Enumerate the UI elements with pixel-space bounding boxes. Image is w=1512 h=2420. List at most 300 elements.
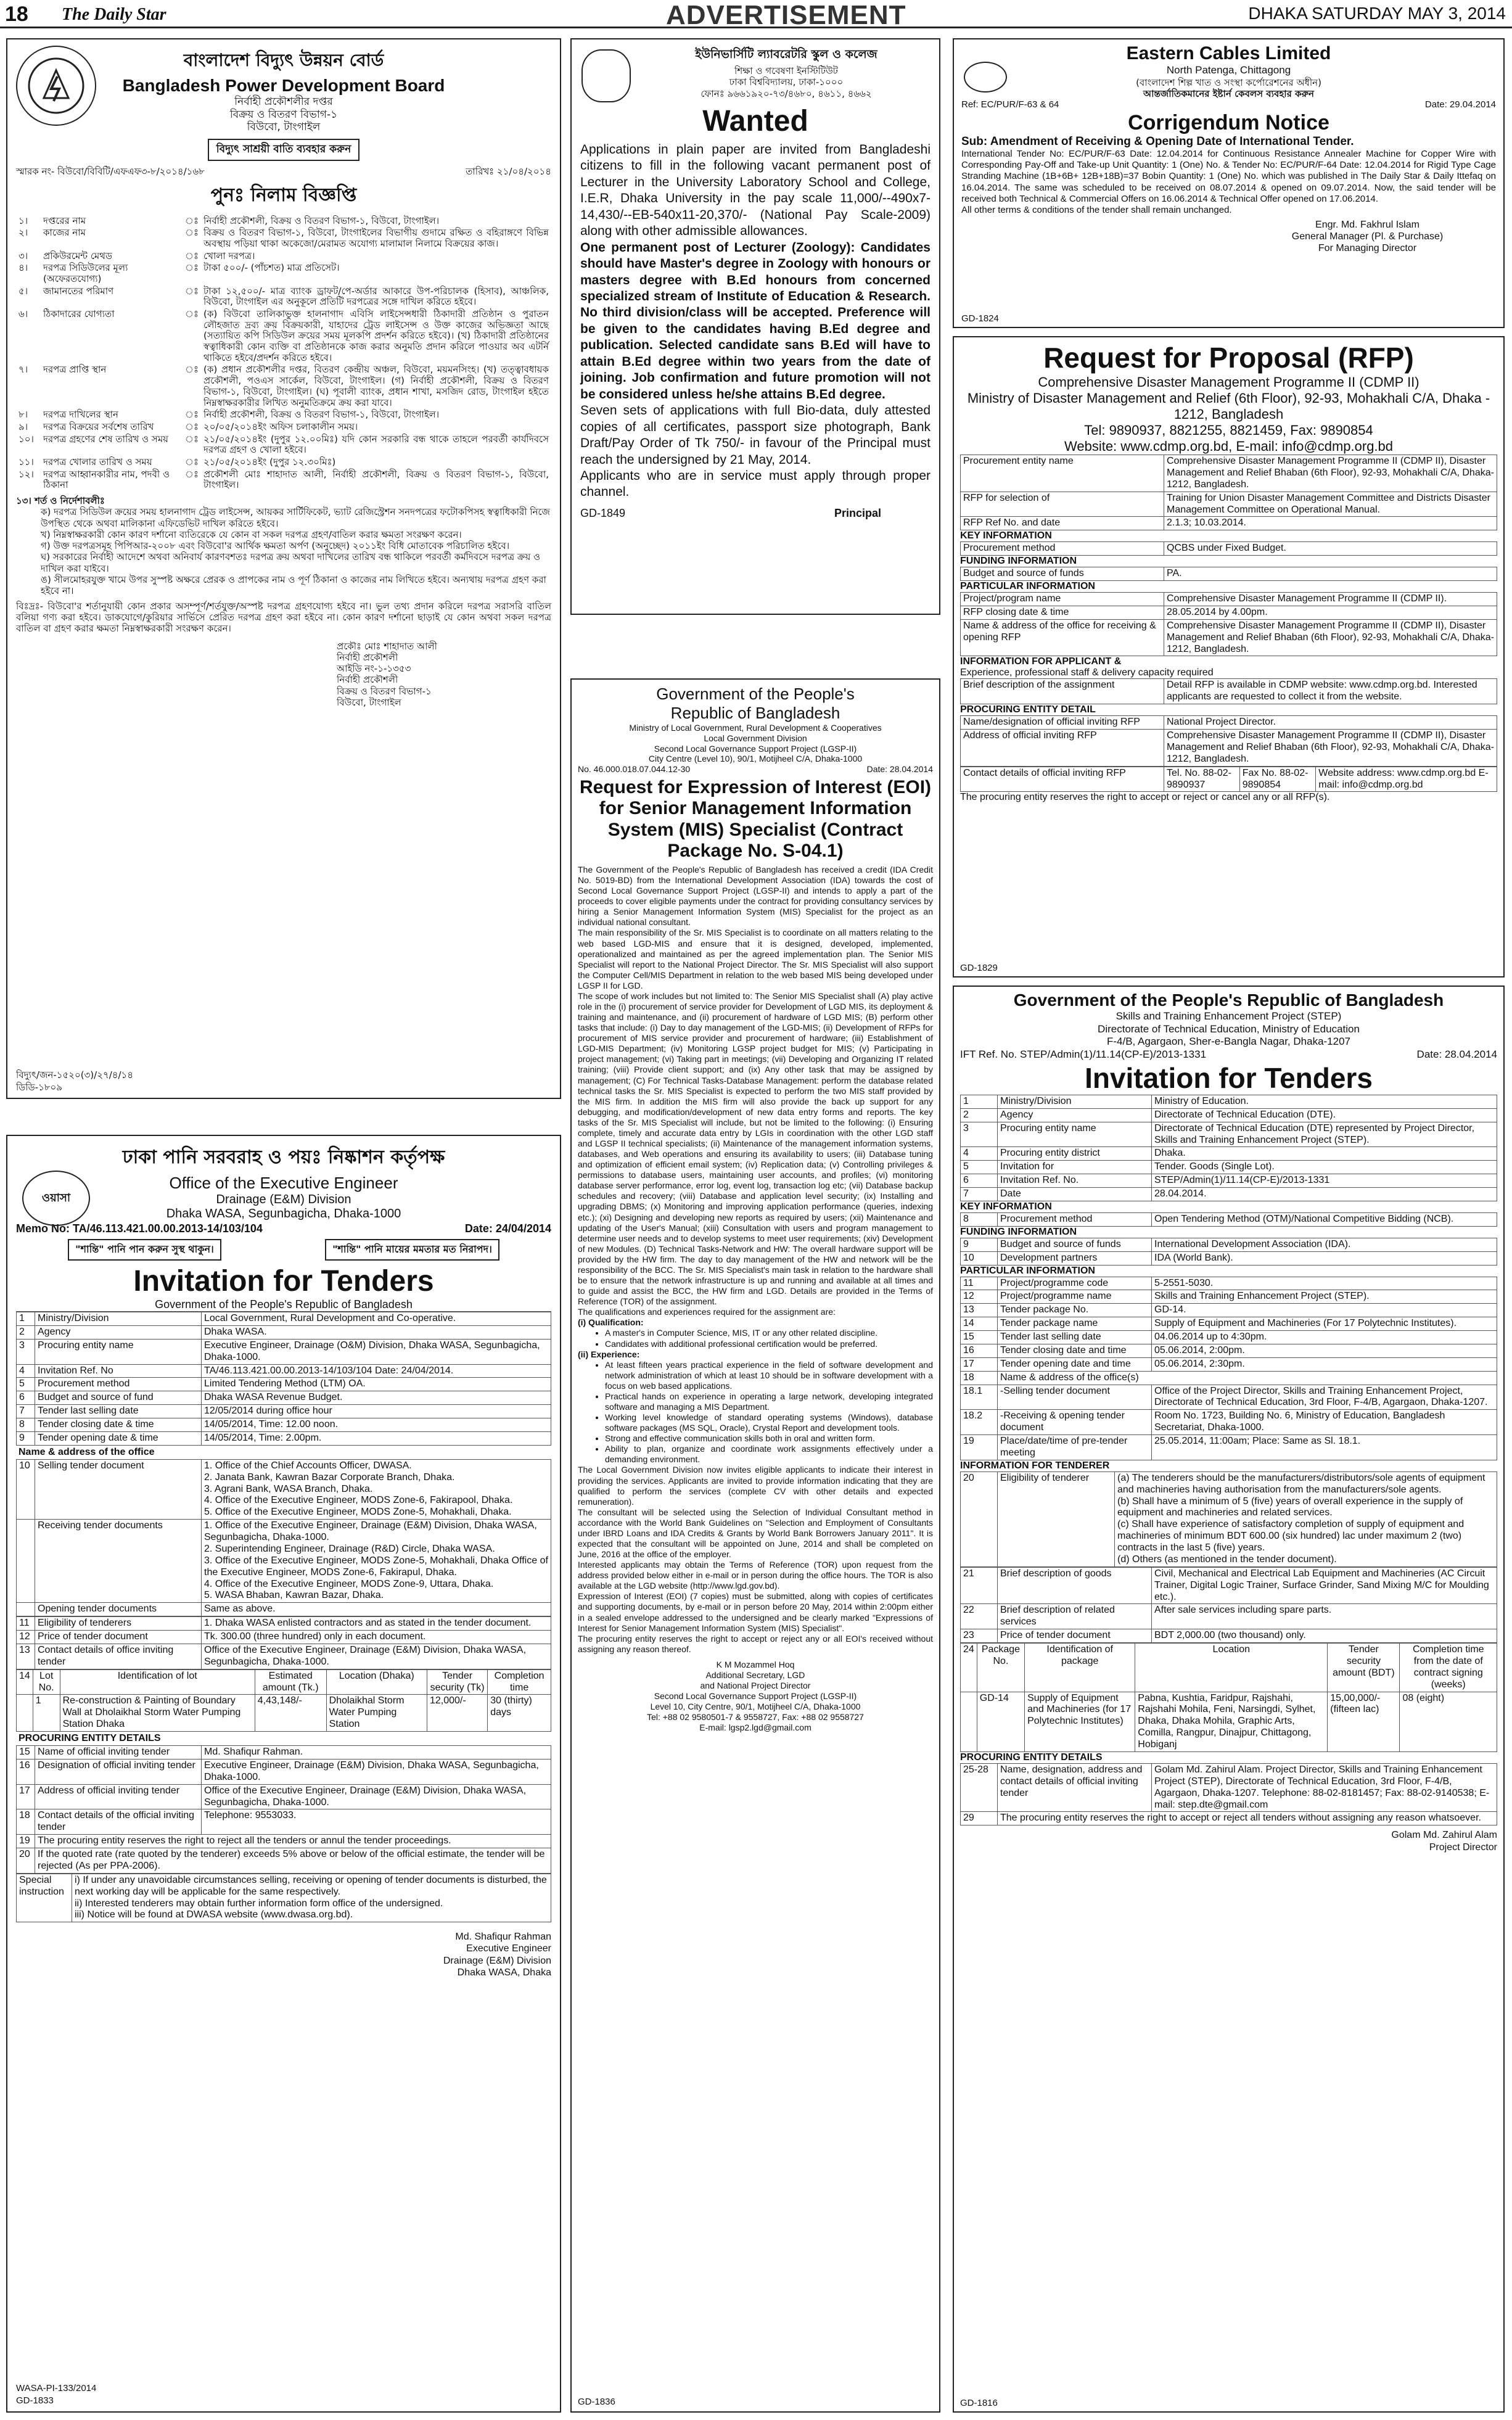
wasa-signature [16, 1931, 551, 1978]
step-table-5 [960, 1567, 1497, 1643]
list-item: বিউবো, টাংগাইল [337, 697, 401, 709]
list-item: গ) উক্ত দরপত্রসমূহ পিপিআর-২০০৮ এবং বিউবো'র আর্থিক ক্ষমতা অর্পণ (অনুচ্ছেদ) ২০১১ইং বিধি মোতাবেক পরিচালিত হইবে। [41, 540, 510, 552]
bpdb-ad [6, 38, 561, 1099]
lgsp-ad [570, 678, 940, 2413]
list-item: নির্বাহী প্রকৌশলী [337, 674, 398, 686]
lgsp-exp-list [578, 1360, 933, 1465]
list-item: • Strong and effective communication skills both in oral and written form. [605, 1433, 933, 1444]
table-cell: Golam Md. Zahirul Alam. Project Director, Skills and Training Enhancement Project (STEP), Directorate of Technical Education, 3rd Floor, F-4/B, Agargaon, Dhaka-1207. Telephone: 88-02-8181457; Fax: 88-02-9140538; E-mail: step.dte@gmail.com [1152, 1763, 1497, 1812]
table-cell: Procurement entity name [961, 455, 1164, 492]
list-item: General Manager (Pl. & Purchase) [1291, 231, 1444, 242]
table-cell: Invitation for [998, 1161, 1152, 1174]
bpdb-table [16, 215, 551, 492]
table-header-cell: 14 [17, 1669, 33, 1695]
table-cell: QCBS under Fixed Budget. [1164, 542, 1497, 556]
table-cell: 12/05/2014 during office hour [202, 1405, 551, 1418]
rfp-l4: Website: www.cdmp.org.bd, E-mail: info@cdmp.org.bd [1064, 438, 1394, 454]
rfp-part: PARTICULAR INFORMATION [960, 581, 1497, 592]
bpdb-memo: স্মারক নং- বিউবো/বিবিটি/এফএফ৩-৮/২০১৪/১৬৮ [16, 166, 205, 178]
rfp-l1: Comprehensive Disaster Management Programme II (CDMP II) [1038, 374, 1420, 390]
table-cell: 12 [17, 1631, 35, 1644]
table-cell: (ক) প্রধান প্রকৌশলীর দপ্তর, বিতরণ কেন্দ্রীয় অঞ্চল, বিউবো, ময়মনসিংহ। (খ) তত্ত্বাবধায়ক প্রকৌশলী, পওএস সার্কেল, বিউবো, টাংগাইল। (গ) নির্বাহী প্রকৌশলী, বিক্রয় ও বিতরণ বিভাগ-১, বিউবো, টাংগাইল। (ঘ) পূবালী ব্যাংক, প্রধান শাখা, মসজিদ রোড, টাংগাইল হইতে নিম্নস্বাক্ষরকারীর লিখিত অনুমতিক্রমে ক্রয় করা যাবে। [203, 364, 549, 408]
bpdb-line: বিক্রয় ও বিতরণ বিভাগ-১ [229, 108, 338, 121]
table-row [17, 1418, 551, 1432]
table-cell: Comprehensive Disaster Management Programme II (CDMP II), Disaster Management and Relief Bhaban (6th Floor), 92-93, Mohakhali C/A, Dhaka-1212, Bangladesh. [1164, 455, 1497, 492]
list-item: আইডি নং-১-১৩৫৩ [337, 663, 411, 675]
table-cell: Pabna, Kushtia, Faridpur, Rajshahi, Rajshahi Mohila, Feni, Narsingdi, Sylhet, Dhaka, Dhaka Mohila, Graphic Arts, Comilla, Rangpur, Dinajpur, Chittagong, Hobiganj [1135, 1692, 1328, 1751]
lgsp-body6: Interested applicants may obtain the Terms of Reference (TOR) upon request from the address provided below either in e-mail or in person during the office hours. The TOR is also available at the LGD website (http://www.lgd.gov.bd). [578, 1560, 933, 1591]
table-cell: ২১/০৫/২০১৪ইং (দুপুর ১২.০০মিঃ) যদি কোন সরকারি বন্ধ থাকে তাহলে পরবর্তী কার্যদিবসে দরপত্র গ্রহণ ও খোলা হইবে। [203, 433, 549, 456]
univ-sign: Principal [834, 506, 881, 519]
lgsp-body1: The Government of the People's Republic of Bangladesh has received a credit (IDA Credit No. 5019-BD) from the International Development Association (IDA) towards the cost of Second Local Governance Support Project (LGSP-II) and intends to apply a part of the proceeds to cover eligible payments under the contract for providing consultancy services by hiring a Senior Management Information System (MIS) Specialist for the project as an individual national consultant. [578, 864, 933, 928]
table-cell: Room No. 1723, Building No. 6, Ministry of Education, Bangladesh Secretariat, Dhaka-1000. [1152, 1410, 1497, 1435]
table-cell: 6 [17, 1391, 35, 1405]
table-header-cell: Estimated amount (Tk.) [255, 1669, 326, 1695]
wasa-lot-table [16, 1669, 551, 1732]
table-cell: 13 [961, 1304, 998, 1317]
wasa-special-list [72, 1874, 551, 1922]
table-cell: 15 [17, 1746, 35, 1759]
ecl-heading: Corrigendum Notice [1128, 110, 1329, 134]
list-item: • A master's in Computer Science, MIS, IT or any other related discipline. [605, 1328, 933, 1338]
ecl-ref: Ref: EC/PUR/F-63 & 64 [961, 99, 1059, 110]
list-item: Drainage (E&M) Division [443, 1955, 551, 1966]
lgsp-body3: The scope of work includes but not limited to: The Senior MIS Specialist shall (A) play active role in the (i) procurement of service provider for Development of LGD MIS, its deployment & training and maintenance, and (ii) procurement of hardware of LGD MIS; (B) perform other tasks that include: (i) Day to day management of the LGD-MIS; (ii) Development of RFPs for procurement of MIS service provider and procurement of hardware; (iii) Establishment of LGD-MIS Department; (iv) Monitoring LGSP project budget for MIS; (v) Participating in project management; (vi) Taking part in meetings; (vii) Developing and Organizing IT related training; (viii) Provide client support; and (ix) Any other task that may be assigned by management; (C) For Technical Tasks-Database Management: perform the database related technical tasks the Sr. MIS Specialist is expected to perform the two MIS staff provided by the MIS firm. In addition the MIS firm will also provide the back up support for any debugging, and modification/development of new data entry forms and reports. The key tasks of the Sr. MIS Specialist will include, but not be limited to the following: (i) Ensuring complete, timely and accurate data entry by LGIs in coordination with the other LGD staff and LGSP II technical specialists; (ii) Maintenance of the management information systems, databases, and Web operations and ensuring its availability to users; (iii) Database tuning and optimization of efficient email system; (iv) Replication data; (v) Controlling privileges & permissions to database users, maintaining user accounts, and profiles; (vi) monitoring database server performance, error log, event log, transaction log etc; (vii) Database backup schedules and recovery; (viii) Database and application level security; (ix) Installing and upgrading DBMS; (x) Monitoring and improving application performance (queries, indexing etc.); (xi) Designing and developing new reports as required by users; (xii) Maintenance and updating of the User's Manual; (xiii) Consultation with users and program management to determine user needs and to develop systems to meet user requirements; (xiv) Development of new Modules. (D) Technical Tasks-Network and HW: The overall hardware support will be provided by the HW firm. The day to day management of the HW and network will be the responsibility of the BCC. The Sr. MIS Specialist's main task in relation to the hardware shall be to ensure that the network infrastructure is up and running and available at all times and to guide and assist the BCC, the HW firm and LGD. Details are provided in the Terms of Reference (TOR) of the assignment. [578, 990, 933, 1307]
rfp-contact [960, 767, 1497, 792]
univ-bn-sub: শিক্ষা ও গবেষণা ইনস্টিটিউট [734, 65, 838, 76]
table-cell: দরপত্র বিক্রয়ের সর্বশেষ তারিখ [43, 421, 154, 432]
table-cell: Ministry/Division [998, 1095, 1152, 1108]
wasa-table-3 [16, 1745, 551, 1874]
list-item: নির্বাহী প্রকৌশলী [337, 651, 398, 663]
table-cell: 29 [961, 1812, 998, 1825]
table-row [17, 1391, 551, 1405]
table-row [961, 567, 1497, 581]
ecl-addr: North Patenga, Chittagong [1166, 64, 1291, 76]
table-cell: ৫। [18, 285, 28, 297]
table-cell: PA. [1164, 567, 1497, 581]
table-header-cell: 24 [961, 1644, 977, 1692]
table-row [961, 1174, 1497, 1188]
table-cell: Procurement method [961, 542, 1164, 556]
table-header-row [961, 1644, 1497, 1692]
table-row [16, 469, 551, 492]
table-row [961, 1812, 1497, 1825]
table-row [961, 1435, 1497, 1460]
table-cell: Directorate of Technical Education (DTE) represented by Project Director, Skills and Training Enhancement Project (STEP). [1152, 1122, 1497, 1147]
lgsp-s3: Second Local Governance Support Project (LGSP-II) [654, 743, 857, 754]
step-elig-list [1115, 1471, 1497, 1566]
rfp-web: Website address: www.cdmp.org.bd E-mail: info@cdmp.org.bd [1316, 767, 1497, 792]
table-cell: Agency [998, 1108, 1152, 1122]
table-cell: Dholaikhal Storm Water Pumping Station [326, 1695, 427, 1732]
table-header-cell: Location [1135, 1644, 1328, 1692]
table-row [961, 1108, 1497, 1122]
table-cell: Price of tender document [35, 1631, 202, 1644]
list-item: খ) নিম্নস্বাক্ষরকারী কোন কারণ দর্শানো ব্যতিরেকে যে কোন বা সকল দরপত্র গ্রহণ/বাতিল করার ক্ষমতা সংরক্ষণ করেন। [41, 529, 462, 540]
rfp-note: The procuring entity reserves the right to accept or reject or cancel any or all RFP(s). [960, 792, 1330, 803]
wasa-receiving-label: Receiving tender documents [35, 1520, 202, 1603]
table-cell: Eligibility of tenderers [35, 1617, 202, 1631]
list-item: (b) Shall have a minimum of 5 (five) years of overall experience in the supply of equipment and machineries and related services. [1117, 1496, 1463, 1518]
univ-gd: GD-1849 [580, 506, 626, 519]
table-cell: 19 [17, 1835, 35, 1848]
colon: ঃ [185, 227, 199, 239]
table-header-cell: Tender security amount (BDT) [1328, 1644, 1400, 1692]
lgsp-qual-list [578, 1328, 933, 1349]
table-header-cell: Lot No. [33, 1669, 60, 1695]
ecl-date: Date: 29.04.2014 [1424, 99, 1496, 110]
table-cell: 6 [961, 1174, 998, 1188]
table-cell: ২। [18, 227, 28, 239]
table-cell: 1 [17, 1312, 35, 1326]
rfp-table-2 [960, 541, 1497, 556]
bpdb-foot1: বিদ্যুৎ/জন-১৫২০(৩)/২৭/৪/১৪ [16, 1069, 134, 1080]
step-ad [953, 986, 1505, 2413]
list-item: ii) Interested tenderers may obtain further information form office of the undersigned. [75, 1898, 443, 1909]
table-cell: Project/programme name [998, 1290, 1152, 1304]
table-cell: Tender closing date & time [35, 1418, 202, 1432]
step-part: PARTICULAR INFORMATION [960, 1266, 1497, 1277]
rfp-ad [953, 336, 1505, 977]
table-cell: 17 [961, 1357, 998, 1371]
table-row [17, 1405, 551, 1418]
table-row [961, 1385, 1497, 1410]
table-cell: 9 [961, 1238, 998, 1251]
table-cell: ৮। [18, 409, 28, 421]
table-cell: Invitation Ref. No [35, 1364, 202, 1378]
table-cell: Project/program name [961, 593, 1164, 606]
table-cell: প্রকৌশলী মোঃ শাহাদাত আলী, নির্বাহী প্রকৌশলী, বিক্রয় ও বিতরণ বিভাগ-১, বিউবো, টাংগাইল। [203, 468, 549, 491]
step-ref: IFT Ref. No. STEP/Admin(1)/11.14(CP-E)/2013-1331 [960, 1048, 1207, 1061]
wasa-receiving-list [202, 1520, 551, 1603]
bpdb-bn-title: বাংলাদেশ বিদ্যুৎ উন্নয়ন বোর্ড [183, 50, 384, 70]
table-cell: দরপত্র প্রাপ্তি স্থান [43, 364, 107, 376]
table-cell: Detail RFP is available in CDMP website: www.cdmp.org.bd. Interested applicants are requested to collect it from the website. [1164, 679, 1497, 704]
bpdb-terms [16, 506, 551, 596]
list-item: 1. Office of the Executive Engineer, Drainage (E&M) Division, Dhaka WASA, Segunbagicha, Dhaka-1000. [204, 1520, 537, 1542]
list-item: For Managing Director [1318, 243, 1417, 254]
table-cell: 12,000/- [427, 1695, 487, 1732]
table-header-cell: Completion time [488, 1669, 551, 1695]
lgsp-no: No. 46.000.018.07.044.12-30 [578, 764, 691, 775]
lgsp-body4: The Local Government Division now invites eligible applicants to indicate their interest in providing the services. Applicants are invited to provide information indicating that they are qualified to perform the services (complete CV with other details and expected remuneration). [578, 1465, 933, 1507]
colon: ঃ [185, 468, 199, 480]
lgsp-body2: The main responsibility of the Sr. MIS Specialist is to coordinate on all matters relating to the web based LGD-MIS and ensure that it is designed, developed, implemented, operationalized and maintained as per the agreed implementation plan. The Senior MIS Specialist will report to the National Project Director. The Sr. MIS Specialist will also support the Computer Cell/MIS Department in relation to the web based MIS being developed under LGSP II for LGD. [578, 928, 933, 990]
paper-name: The Daily Star [62, 5, 166, 24]
table-cell: 18.2 [961, 1410, 998, 1435]
table-row [961, 1238, 1497, 1251]
colon: ঃ [185, 456, 199, 467]
table-cell: ঠিকাদারের যোগ্যতা [43, 308, 115, 319]
wasa-t3: Dhaka WASA, Segunbagicha, Dhaka-1000 [166, 1207, 401, 1220]
table-cell: Tender last selling date [998, 1331, 1152, 1344]
table-cell: Supply of Equipment and Machineries (for 17 Polytechnic Institutes) [1025, 1692, 1135, 1751]
table-cell: 25-28 [961, 1763, 998, 1812]
step-tend: INFORMATION FOR TENDERER [960, 1460, 1497, 1471]
table-cell: টাকা ১২,৫০০/- মাত্র ব্যাংক ড্রাফট/পে-অর্ডার আকারে উপ-পরিচালক (হিসাব), আঞ্চলিক, বিউবো, টাংগাইল এর অনুকূলে প্রতিটি দরপত্রের সঙ্গে দাখিল করিতে হইবে। [203, 285, 549, 308]
table-cell: Name & address of the office(s) [998, 1371, 1497, 1385]
table-cell: Office of the Executive Engineer, Drainage (E&M) Division, Dhaka WASA, Segunbagicha, Dhaka-1000. [202, 1784, 551, 1809]
list-item: and National Project Director [700, 1681, 811, 1690]
table-row [17, 1378, 551, 1391]
list-item: 2. Superintending Engineer, Drainage (R&D) Circle, Dhaka WASA. [204, 1543, 495, 1554]
table-cell: National Project Director. [1164, 716, 1497, 730]
table-cell: জামানতের পরিমাণ [43, 285, 114, 297]
table-cell: International Development Association (IDA). [1152, 1238, 1497, 1251]
table-cell: If the quoted rate (rate quoted by the tenderer) exceeds 5% above or below of the official estimate, the tender will be rejected (As per PPA-2006). [35, 1848, 551, 1874]
table-cell: 2.1.3; 10.03.2014. [1164, 517, 1497, 530]
table-cell: দরপত্র সিডিউলের মূল্য (অফেরতযোগ্য) [43, 262, 128, 284]
table-cell: Name & address of the office for receiving & opening RFP [961, 619, 1164, 656]
table-row [17, 1339, 551, 1364]
list-item: 3. Office of the Executive Engineer, MODS Zone-5, Mohakhali, Dhaka Office of the Executive Engineer, MODS Zone-6, Fakirapul, Dhaka. [204, 1555, 548, 1578]
rfp-contact-label: Contact details of official inviting RFP [961, 767, 1164, 792]
list-item: Engr. Md. Fakhrul Islam [1315, 220, 1420, 231]
wasa-opening: Same as above. [202, 1603, 551, 1616]
step-table-3 [960, 1238, 1497, 1266]
table-cell: 25.05.2014, 11:00am; Place: Same as Sl. 18.1. [1152, 1435, 1497, 1460]
step-date: Date: 28.04.2014 [1416, 1048, 1497, 1061]
rfp-appl2: Experience, professional staff & delivery capacity required [960, 667, 1214, 678]
bpdb-en-title: Bangladesh Power Development Board [122, 76, 445, 95]
table-cell: 8 [17, 1418, 35, 1432]
table-cell: 5 [961, 1161, 998, 1174]
table-header-cell: Identification of lot [60, 1669, 255, 1695]
table-cell: 11 [961, 1277, 998, 1290]
step-eligibility [960, 1471, 1497, 1567]
table-cell: ২০/০৫/২০১৪ইং অফিস চলাকালীন সময়। [203, 421, 358, 432]
table-cell: -Selling tender document [998, 1385, 1152, 1410]
table-row [961, 1692, 1497, 1751]
table-cell: কাজের নাম [43, 227, 86, 239]
table-cell: Telephone: 9553033. [202, 1809, 551, 1835]
table-cell: ৬। [18, 308, 28, 319]
wasa-office-table: 10 Selling tender document 1. Office of the Chief Accounts Officer, DWASA. 2. Janata Bank, Kawran Bazar Corporate Branch, Dhaka. 3. Agrani Bank, WASA Branch, Dhaka. 4. Office of the Executive Engineer, MODS Zone-6, Fakirapool, Dhaka. 5. Office of the Executive Engineer, MODS Zone-5, Mohakhali, Dhaka. Receiving tender documents 1. Office of the Executive Engineer, Drainage (E&M) Division, Dhaka WASA, Segunbagicha, Dhaka-1000. 2. Superintending Engineer, Drainage (R&D) Circle, Dhaka WASA. 3. Office of the Executive Engineer, MODS Zone-5, Mohakhali, Dhaka Office of the Executive Engineer, MODS Zone-6, Fakirapul, Dhaka. 4. Office of the Executive Engineer, MODS Zone-9, Uttara, Dhaka. 5. WASA Bhaban, Kawran Bazar, Dhaka. Opening tender documents Same as above. [16, 1459, 551, 1616]
table-cell: দরপত্র গ্রহণের শেষ তারিখ ও সময় [43, 433, 168, 445]
table-cell: Contact details of the official inviting tender [35, 1809, 202, 1835]
ecl-logo [964, 62, 1007, 93]
table-row [17, 1848, 551, 1874]
table-row [16, 364, 551, 409]
table-row [961, 1122, 1497, 1147]
bpdb-memo-date: তারিখঃ ২১/০৪/২০১৪ [466, 166, 551, 178]
table-cell: 1. Dhaka WASA enlisted contractors and as stated in the tender document. [202, 1617, 551, 1631]
step-s1: Skills and Training Enhancement Project (STEP) [1116, 1010, 1342, 1022]
table-cell: 4,43,148/- [255, 1695, 326, 1732]
table-cell: IDA (World Bank). [1152, 1251, 1497, 1265]
lgsp-gd: GD-1836 [578, 2396, 615, 2407]
wasa-foot1: WASA-PI-133/2014 [16, 2382, 97, 2393]
table-cell: দরপত্র আহ্বানকারীর নাম, পদবী ও ঠিকানা [43, 468, 170, 491]
wasa-gov: Government of the People's Republic of Bangladesh [16, 1298, 551, 1312]
table-row [961, 1567, 1497, 1604]
bpdb-line: বিউবো, টাংগাইল [247, 121, 321, 134]
list-item: • At least fifteen years practical experience in the field of software development and network administration of which at least 10 should be in software development with a focus on web based applications. [605, 1360, 933, 1391]
table-cell: নির্বাহী প্রকৌশলী, বিক্রয় ও বিতরণ বিভাগ-১, বিউবো, টাংগাইল। [203, 215, 440, 226]
rfp-l2: Ministry of Disaster Management and Relief (6th Floor), 92-93, Mohakhali C/A, Dhaka - 1212, Bangladesh [967, 390, 1490, 422]
colon: ঃ [185, 433, 199, 445]
bpdb-slogan: বিদ্যুৎ সাশ্রয়ী বাতি ব্যবহার করুন [208, 139, 360, 161]
colon: ঃ [185, 262, 199, 274]
table-cell: Executive Engineer, Drainage (E&M) Division, Dhaka WASA, Segunbagicha, Dhaka-1000. [202, 1759, 551, 1784]
table-cell: দরপত্র খোলার তারিখ ও সময় [43, 456, 152, 467]
list-item: Md. Shafiqur Rahman [455, 1932, 551, 1943]
table-row [17, 1644, 551, 1669]
table-cell: 3 [17, 1339, 35, 1364]
lgsp-t2: Republic of Bangladesh [670, 704, 840, 722]
table-cell: 20 [17, 1848, 35, 1874]
colon: ঃ [185, 250, 199, 261]
table-row [961, 542, 1497, 556]
list-item: Second Local Governance Support Project (LGSP-II) [654, 1691, 857, 1702]
rfp-appl: INFORMATION FOR APPLICANT & [960, 656, 1497, 667]
bpdb-signature [337, 641, 551, 709]
list-item: Project Director [1429, 1842, 1497, 1853]
univ-copies: Seven sets of applications with full Bio-data, duly attested copies of all certificates, passport size photograph, Bank Draft/Pay Order of Tk 750/- in favour of the Principal must reach the undersigned by 21 May, 2014. [580, 403, 931, 467]
list-item: Executive Engineer [466, 1943, 551, 1954]
wasa-selling-list [202, 1459, 551, 1519]
table-cell: Ministry of Education. [1152, 1095, 1497, 1108]
table-cell: RFP for selection of [961, 492, 1164, 517]
table-cell: ১১। [18, 456, 34, 467]
step-s2: Directorate of Technical Education, Ministry of Education [1098, 1023, 1360, 1035]
table-cell: 4 [961, 1147, 998, 1161]
table-cell: Tender package name [998, 1317, 1152, 1331]
step-s3: F-4/B, Agargaon, Sher-e-Bangla Nagar, Dhaka-1207 [1106, 1035, 1351, 1048]
wasa-table-main [16, 1312, 551, 1446]
table-cell: Budget and source of funds [998, 1238, 1152, 1251]
table-cell: Address of official inviting tender [35, 1784, 202, 1809]
table-cell: Ministry/Division [35, 1312, 202, 1326]
table-cell: Civil, Mechanical and Electrical Lab Equipment and Machineries (AC Circuit Trainer, Digital Logic Trainer, Surface Grinder, Sand Mixing M/C for Moulding etc.). [1152, 1567, 1497, 1604]
table-cell: 16 [17, 1759, 35, 1784]
table-row [17, 1631, 551, 1644]
table-cell: After sale services including spare parts. [1152, 1604, 1497, 1629]
lgsp-qual-head: The qualifications and experiences required for the assignment are: [578, 1307, 836, 1317]
list-item: (d) Others (as mentioned in the tender document). [1117, 1554, 1337, 1565]
bpdb-foot2: ডিডি-১৮০৯ [16, 1081, 63, 1093]
wasa-opening-label: Opening tender documents [35, 1603, 202, 1616]
lgsp-s1: Ministry of Local Government, Rural Development & Cooperatives [629, 723, 882, 733]
table-row [961, 517, 1497, 530]
list-item: বিক্রয় ও বিতরণ বিভাগ-১ [337, 685, 432, 697]
table-row [961, 606, 1497, 619]
table-cell [17, 1695, 33, 1732]
table-cell: Address of official inviting RFP [961, 730, 1164, 767]
table-cell: Procuring entity name [998, 1122, 1152, 1147]
rfp-table-6 [960, 715, 1497, 767]
colon: ঃ [185, 421, 199, 432]
list-item: ঙ) সীলমোহরযুক্ত খামে উপর সুস্পষ্ট অক্ষরে প্রেরক ও প্রাপকের নাম ও পূর্ণ ঠিকানা ও কাজের নাম লিখিতে হইবে। অন্যথায় দরপত্র গ্রহণ করা হইবে না। [41, 574, 546, 597]
rfp-proc: PROCURING ENTITY DETAIL [960, 704, 1497, 715]
lgsp-signature [578, 1660, 933, 1734]
table-cell: 28.04.2014. [1152, 1188, 1497, 1201]
step-table-4 [960, 1277, 1497, 1460]
list-item: 5. Office of the Executive Engineer, MODS Zone-5, Mohakhali, Dhaka. [204, 1507, 512, 1518]
table-row [961, 1629, 1497, 1643]
step-gd: GD-1816 [960, 2397, 998, 2408]
table-cell: TA/46.113.421.00.00.2013-14/103/104 Date: 24/04/2014. [202, 1364, 551, 1378]
table-row [961, 716, 1497, 730]
wasa-special-label: Special instruction [17, 1874, 72, 1922]
wasa-bn-title: ঢাকা পানি সরবরাহ ও পয়ঃ নিষ্কাশন কর্তৃপক্ষ [122, 1146, 445, 1168]
step-table-6 [960, 1763, 1497, 1825]
step-heading: Invitation for Tenders [1085, 1061, 1373, 1094]
table-cell: GD-14. [1152, 1304, 1497, 1317]
table-row [961, 1604, 1497, 1629]
step-elig-l: Eligibility of tenderer [998, 1471, 1115, 1566]
table-cell: 18.1 [961, 1385, 998, 1410]
wasa-memo: Memo No: TA/46.113.421.00.00.2013-14/103/104 [16, 1222, 263, 1235]
table-row [17, 1746, 551, 1759]
univ-bn-title: ইউনিভার্সিটি ল্যাবরেটরি স্কুল ও কলেজ [695, 47, 877, 61]
ecl-body: International Tender No: EC/PUR/F-63 Date: 12.04.2014 for Continuous Resistance Annealer Machine for Copper Wire with Corresponding Pay-Off and Take-up Unit Quantity: 1 (One) No. & Tender No: EC/PUR/F-64 Date: 12.04.2014 for Rigid Type Cage Stranding Machine (1B+6B+ 12B+18B)=37 Bobin Quantity: 1 (One) No. which was published in The Daily Star & Daily Ittefaq on 16.04.2014. The same was scheduled to be received on 08.07.2014 & opened on 09.07.2014. Now, the said tender will be received both Technical & Commercial Offers on 16.06.2014 & Technical Offer opened on 17.06.2014. [961, 148, 1496, 204]
table-cell: ২১/০৫/২০১৪ইং (দুপুর ১২.৩০মিঃ) [203, 456, 336, 467]
table-row [961, 1277, 1497, 1290]
table-row [16, 215, 551, 228]
table-cell: Office of the Project Director, Skills and Training Enhancement Project, Directorate of Technical Education, 3rd Floor, F-4/B, Agargaon, Dhaka-1207. [1152, 1385, 1497, 1410]
table-cell: Name of official inviting tender [35, 1746, 202, 1759]
list-item: (c) Shall have experience of satisfactory completion of supply of equipment and machineries of minimum BDT 600.00 (six hundred) lac under maximum 2 (two) contracts in the last 5 (five) years. [1117, 1519, 1465, 1554]
lgsp-qual-i: (i) Qualification: [578, 1317, 644, 1328]
table-cell: RFP closing date & time [961, 606, 1164, 619]
table-cell: Md. Shafiqur Rahman. [202, 1746, 551, 1759]
wasa-proc-head: PROCURING ENTITY DETAILS [16, 1732, 551, 1745]
lgsp-s4: City Centre (Level 10), 90/1, Motijheel C/A, Dhaka-1000 [648, 754, 863, 764]
wasa-logo-text: ওয়াসা [41, 1191, 71, 1204]
table-row [961, 1188, 1497, 1201]
univ-logo [581, 49, 631, 102]
table-cell: The procuring entity reserves the right to accept or reject all tenders without assigning any reason whatsoever. [998, 1812, 1497, 1825]
table-cell: Limited Tendering Method (LTM) OA. [202, 1378, 551, 1391]
table-cell: Contact details of office inviting tender [35, 1644, 202, 1669]
rfp-key: KEY INFORMATION [960, 530, 1497, 541]
list-item: (a) The tenderers should be the manufacturers/distributors/sole agents of equipment and machineries having authorisation from the manufacturers/sole agents. [1117, 1472, 1485, 1495]
ecl-signature [1239, 219, 1496, 255]
table-cell: Date [998, 1188, 1152, 1201]
step-package-table [960, 1643, 1497, 1752]
table-cell: 14/05/2014, Time: 12.00 noon. [202, 1418, 551, 1432]
table-row [16, 286, 551, 308]
table-cell: RFP Ref No. and date [961, 517, 1164, 530]
univ-bn-sub2: ঢাকা বিশ্ববিদ্যালয়, ঢাকা-১০০০ [729, 76, 844, 88]
ecl-sub: Sub: Amendment of Receiving & Opening Date of International Tender. [961, 134, 1354, 148]
table-cell: Dhaka WASA Revenue Budget. [202, 1391, 551, 1405]
bpdb-terms-head: ১৩। শর্ত ও নির্দেশাবলীঃ [16, 495, 105, 506]
rfp-fax: Fax No. 88-02-9890854 [1239, 767, 1316, 792]
wasa-slogan1: "শান্তি" পানি পান করুন সুস্থ থাকুন। [68, 1239, 221, 1261]
rfp-table-4 [960, 592, 1497, 656]
table-row [17, 1695, 551, 1732]
table-cell: Budget and source of fund [35, 1391, 202, 1405]
list-item: Golam Md. Zahirul Alam [1391, 1830, 1497, 1841]
table-cell: Budget and source of funds [961, 567, 1164, 581]
lgsp-s2: Local Government Division [704, 733, 807, 743]
table-cell: 18 [961, 1371, 998, 1385]
table-cell: 18 [17, 1809, 35, 1835]
list-item: iii) Notice will be found at DWASA website (www.dwasa.org.bd). [75, 1909, 353, 1920]
table-cell: Skills and Training Enhancement Project (STEP). [1152, 1290, 1497, 1304]
list-item: 3. Agrani Bank, WASA Branch, Dhaka. [204, 1483, 373, 1494]
table-cell: Invitation Ref. No. [998, 1174, 1152, 1188]
table-row [961, 1212, 1497, 1226]
table-row [17, 1835, 551, 1848]
ecl-title: Eastern Cables Limited [1126, 43, 1331, 64]
table-cell: 04.06.2014 up to 4:30pm. [1152, 1331, 1497, 1344]
table-row [961, 1410, 1497, 1435]
table-cell: Tender last selling date [35, 1405, 202, 1418]
